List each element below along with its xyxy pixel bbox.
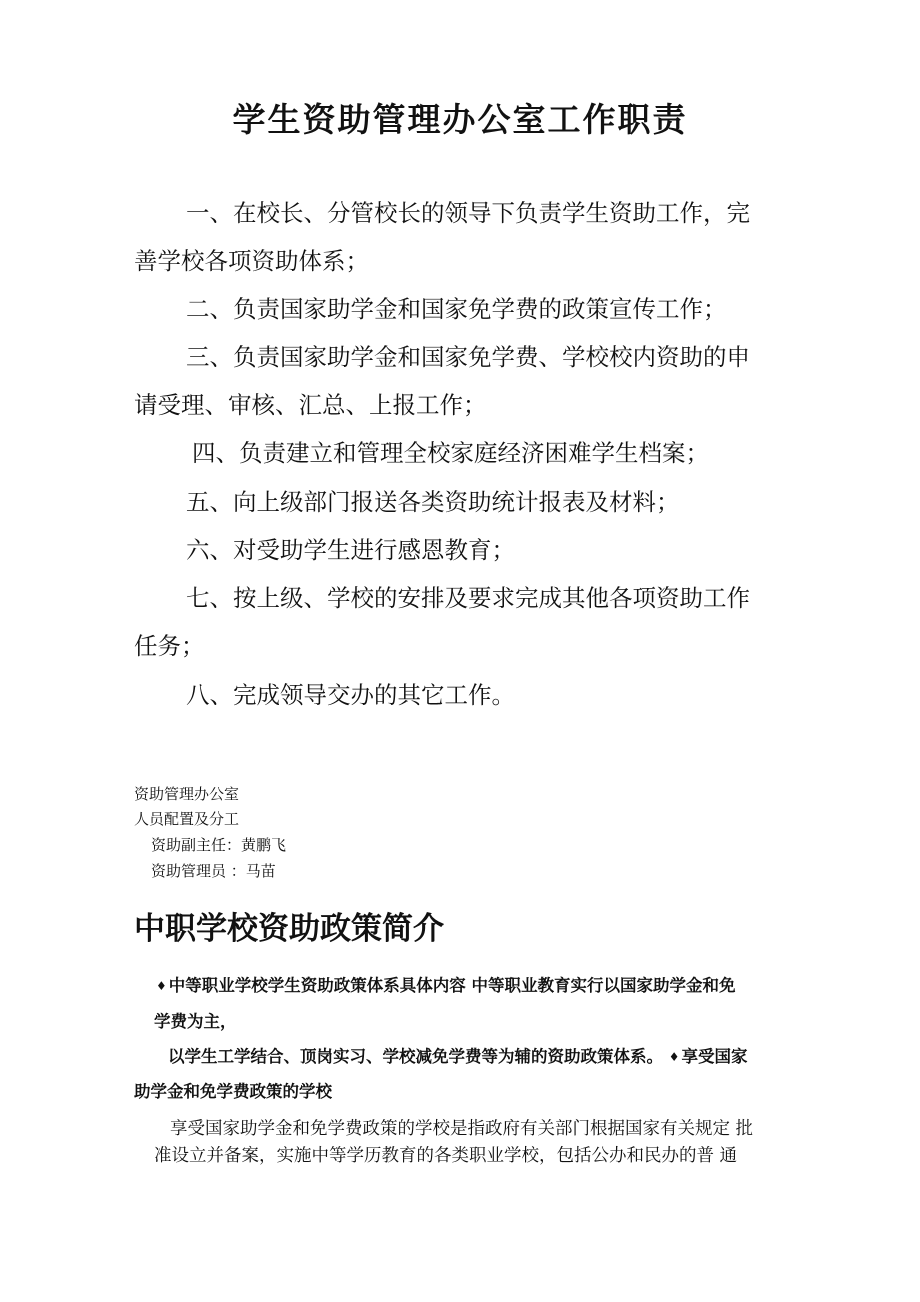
duty-item-7-line-1: 七、按上级、学校的安排及要求完成其他各项资助工作 — [186, 584, 750, 612]
duty-item-1-line-1: 一、在校长、分管校长的领导下负责学生资助工作，完 — [186, 199, 750, 227]
policy-heading: 中职学校资助政策简介 — [134, 911, 444, 947]
duty-item-4: 四、负责建立和管理全校家庭经济困难学生档案； — [192, 439, 709, 467]
policy-line-3-bullet-text: 享受国家 — [681, 1047, 748, 1066]
duty-item-7-line-2: 任务； — [134, 632, 205, 660]
duty-item-8: 八、完成领导交办的其它工作。 — [186, 681, 515, 709]
staffing-heading: 人员配置及分工 — [134, 810, 240, 828]
policy-line-2: 学费为主， — [154, 1012, 237, 1031]
policy-line-1-text: 中等职业学校学生资助政策体系具体内容 中等职业教育实行以国家助学金和免 — [168, 976, 736, 995]
page-title: 学生资助管理办公室工作职责 — [232, 100, 688, 139]
duty-item-2: 二、负责国家助学金和国家免学费的政策宣传工作； — [186, 295, 727, 323]
policy-line-1 — [156, 974, 736, 998]
diamond-bullet-icon: ♦ — [668, 1050, 680, 1064]
policy-body-line-1: 享受国家助学金和免学费政策的学校是指政府有关部门根据国家有关规定 批 — [170, 1119, 754, 1139]
policy-line-3-text: 以学生工学结合、顶岗实习、学校减免学费等为辅的资助政策体系。 — [168, 1047, 669, 1066]
deputy-director: 资助副主任：黄鹏飞 — [151, 836, 287, 854]
duty-item-6: 六、对受助学生进行感恩教育； — [186, 536, 515, 564]
administrator: 资助管理员 ：马苗 — [151, 862, 276, 880]
duty-item-1-line-2: 善学校各项资助体系； — [134, 247, 369, 275]
policy-line-4: 助学金和免学费政策的学校 — [134, 1082, 332, 1101]
diamond-bullet-icon: ♦ — [156, 979, 167, 993]
office-name: 资助管理办公室 — [134, 785, 240, 803]
duty-item-3-line-1: 三、负责国家助学金和国家免学费、学校校内资助的申 — [186, 343, 750, 371]
duty-item-3-line-2: 请受理、审核、汇总、上报工作； — [134, 391, 487, 419]
duty-item-5: 五、向上级部门报送各类资助统计报表及材料； — [186, 488, 680, 516]
policy-body-line-2: 准设立并备案，实施中等学历教育的各类职业学校，包括公办和民办的普 通 — [154, 1146, 738, 1166]
policy-line-3 — [168, 1045, 748, 1069]
